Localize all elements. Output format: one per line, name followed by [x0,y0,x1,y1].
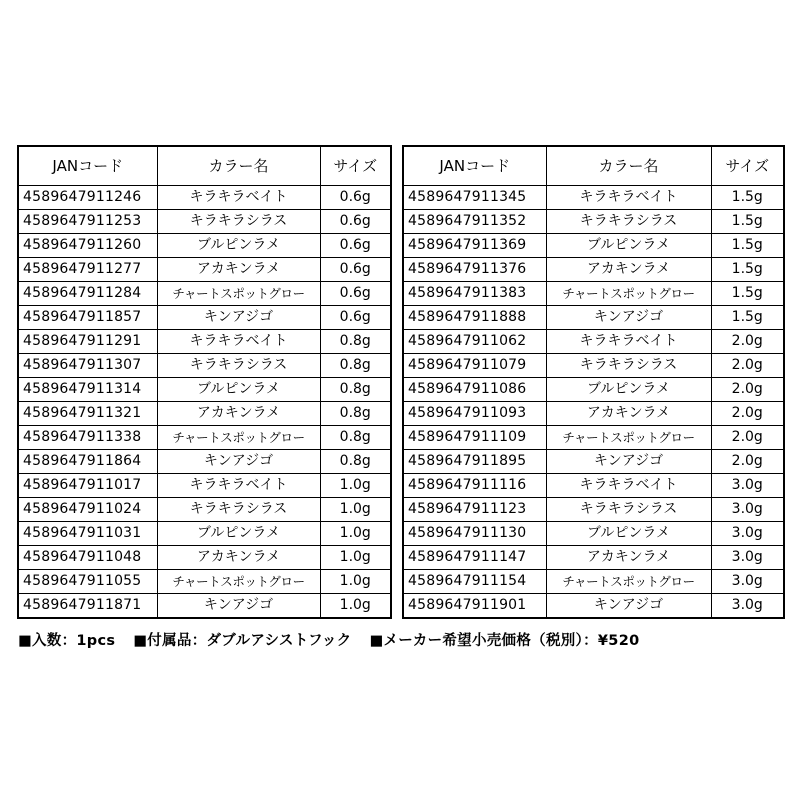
size-cell: 0.6g [320,282,391,306]
jan-code-cell: 4589647911093 [403,402,546,426]
table-row [403,306,784,330]
jan-code-cell: 4589647911895 [403,450,546,474]
size-cell: 2.0g [711,354,784,378]
jan-code-cell: 4589647911062 [403,330,546,354]
size-cell: 3.0g [711,570,784,594]
size-cell: 2.0g [711,330,784,354]
jan-code-cell: 4589647911345 [403,186,546,210]
jan-code-cell: 4589647911246 [18,186,157,210]
color-name-cell: ブルピンラメ [546,522,711,546]
table-row [403,594,784,619]
color-name-cell: キラキラシラス [157,498,320,522]
color-name-cell: キンアジゴ [546,306,711,330]
jan-code-cell: 4589647911086 [403,378,546,402]
jan-code-cell: 4589647911321 [18,402,157,426]
product-info-footer [18,629,788,653]
size-cell: 3.0g [711,594,784,619]
size-cell: 0.8g [320,450,391,474]
table-row [18,522,391,546]
size-cell: 0.6g [320,234,391,258]
table-row [403,570,784,594]
jan-code-cell: 4589647911154 [403,570,546,594]
size-cell: 1.5g [711,258,784,282]
size-cell: 1.0g [320,546,391,570]
color-name-cell: キラキラベイト [546,474,711,498]
jan-code-cell: 4589647911376 [403,258,546,282]
header-size: サイズ [711,146,784,186]
spec-table-right [402,145,785,619]
color-name-cell: チャートスポットグロー [157,570,320,594]
table-row [18,474,391,498]
size-cell: 3.0g [711,546,784,570]
table-row [18,186,391,210]
jan-code-cell: 4589647911048 [18,546,157,570]
table-row [403,282,784,306]
color-name-cell: アカキンラメ [157,546,320,570]
table-row [403,186,784,210]
color-name-cell: キンアジゴ [546,450,711,474]
size-cell: 0.8g [320,378,391,402]
jan-code-cell: 4589647911864 [18,450,157,474]
color-name-cell: キラキラシラス [157,354,320,378]
jan-code-cell: 4589647911277 [18,258,157,282]
color-name-cell: チャートスポットグロー [546,570,711,594]
color-name-cell: キラキラベイト [157,186,320,210]
size-cell: 1.0g [320,474,391,498]
color-name-cell: キンアジゴ [157,594,320,619]
header-color: カラー名 [157,146,320,186]
header-color: カラー名 [546,146,711,186]
color-name-cell: キンアジゴ [157,306,320,330]
size-cell: 0.6g [320,306,391,330]
table-row [18,402,391,426]
jan-code-cell: 4589647911079 [403,354,546,378]
jan-code-cell: 4589647911901 [403,594,546,619]
size-cell: 3.0g [711,522,784,546]
table-row [18,426,391,450]
table-row [18,234,391,258]
size-cell: 0.6g [320,210,391,234]
size-cell: 1.5g [711,306,784,330]
table-row [403,354,784,378]
color-name-cell: キラキラシラス [546,210,711,234]
jan-code-cell: 4589647911017 [18,474,157,498]
color-name-cell: アカキンラメ [546,258,711,282]
table-row [18,450,391,474]
color-name-cell: キラキラベイト [157,474,320,498]
color-name-cell: チャートスポットグロー [546,426,711,450]
table-row [18,330,391,354]
header-jan: JANコード [18,146,157,186]
jan-code-cell: 4589647911338 [18,426,157,450]
table-row [18,354,391,378]
jan-code-cell: 4589647911369 [403,234,546,258]
jan-code-cell: 4589647911291 [18,330,157,354]
table-row [403,474,784,498]
table-row [403,522,784,546]
jan-code-cell: 4589647911024 [18,498,157,522]
jan-code-cell: 4589647911130 [403,522,546,546]
size-cell: 3.0g [711,474,784,498]
table-row [403,426,784,450]
color-name-cell: キラキラベイト [546,186,711,210]
color-name-cell: チャートスポットグロー [157,282,320,306]
size-cell: 1.5g [711,234,784,258]
jan-code-cell: 4589647911116 [403,474,546,498]
color-name-cell: ブルピンラメ [157,378,320,402]
jan-code-cell: 4589647911857 [18,306,157,330]
color-name-cell: ブルピンラメ [157,234,320,258]
table-row [18,306,391,330]
color-name-cell: キラキラシラス [546,354,711,378]
quantity-note: ■入数：1pcs [18,633,116,649]
jan-code-cell: 4589647911253 [18,210,157,234]
color-name-cell: アカキンラメ [546,546,711,570]
size-cell: 2.0g [711,426,784,450]
size-cell: 3.0g [711,498,784,522]
jan-code-cell: 4589647911123 [403,498,546,522]
table-row [18,210,391,234]
jan-code-cell: 4589647911307 [18,354,157,378]
table-row [18,498,391,522]
jan-code-cell: 4589647911109 [403,426,546,450]
table-row [403,450,784,474]
color-name-cell: キラキラシラス [157,210,320,234]
table-row [403,546,784,570]
color-name-cell: アカキンラメ [546,402,711,426]
jan-code-cell: 4589647911055 [18,570,157,594]
table-row [403,498,784,522]
color-name-cell: キンアジゴ [546,594,711,619]
table-row [403,330,784,354]
size-cell: 1.5g [711,210,784,234]
table-row [18,258,391,282]
color-name-cell: アカキンラメ [157,402,320,426]
jan-code-cell: 4589647911871 [18,594,157,619]
color-name-cell: チャートスポットグロー [157,426,320,450]
color-name-cell: ブルピンラメ [546,378,711,402]
table-row [18,570,391,594]
color-name-cell: ブルピンラメ [546,234,711,258]
size-cell: 2.0g [711,378,784,402]
table-row [403,234,784,258]
table-row [18,594,391,619]
jan-code-cell: 4589647911147 [403,546,546,570]
table-header-row [403,146,784,186]
size-cell: 1.0g [320,570,391,594]
table-row [403,378,784,402]
size-cell: 1.0g [320,498,391,522]
size-cell: 0.8g [320,402,391,426]
table-row [18,282,391,306]
header-jan: JANコード [403,146,546,186]
accessory-note: ■付属品：ダブルアシストフック [133,633,352,649]
size-cell: 1.0g [320,522,391,546]
color-name-cell: チャートスポットグロー [546,282,711,306]
size-cell: 0.8g [320,354,391,378]
color-name-cell: キンアジゴ [157,450,320,474]
header-size: サイズ [320,146,391,186]
price-note: ■メーカー希望小売価格（税別）：¥520 [369,633,640,649]
jan-code-cell: 4589647911031 [18,522,157,546]
spec-table-left [17,145,392,619]
size-cell: 0.8g [320,330,391,354]
size-cell: 1.5g [711,186,784,210]
table-row [18,546,391,570]
size-cell: 2.0g [711,402,784,426]
jan-code-cell: 4589647911888 [403,306,546,330]
jan-code-cell: 4589647911352 [403,210,546,234]
table-header-row [18,146,391,186]
size-cell: 1.5g [711,282,784,306]
size-cell: 0.6g [320,186,391,210]
table-row [403,258,784,282]
size-cell: 1.0g [320,594,391,619]
size-cell: 2.0g [711,450,784,474]
size-cell: 0.6g [320,258,391,282]
jan-code-cell: 4589647911314 [18,378,157,402]
size-cell: 0.8g [320,426,391,450]
color-name-cell: ブルピンラメ [157,522,320,546]
jan-code-cell: 4589647911284 [18,282,157,306]
jan-code-cell: 4589647911383 [403,282,546,306]
jan-code-cell: 4589647911260 [18,234,157,258]
table-row [403,210,784,234]
color-name-cell: アカキンラメ [157,258,320,282]
table-row [403,402,784,426]
color-name-cell: キラキラシラス [546,498,711,522]
color-name-cell: キラキラベイト [157,330,320,354]
color-name-cell: キラキラベイト [546,330,711,354]
table-row [18,378,391,402]
